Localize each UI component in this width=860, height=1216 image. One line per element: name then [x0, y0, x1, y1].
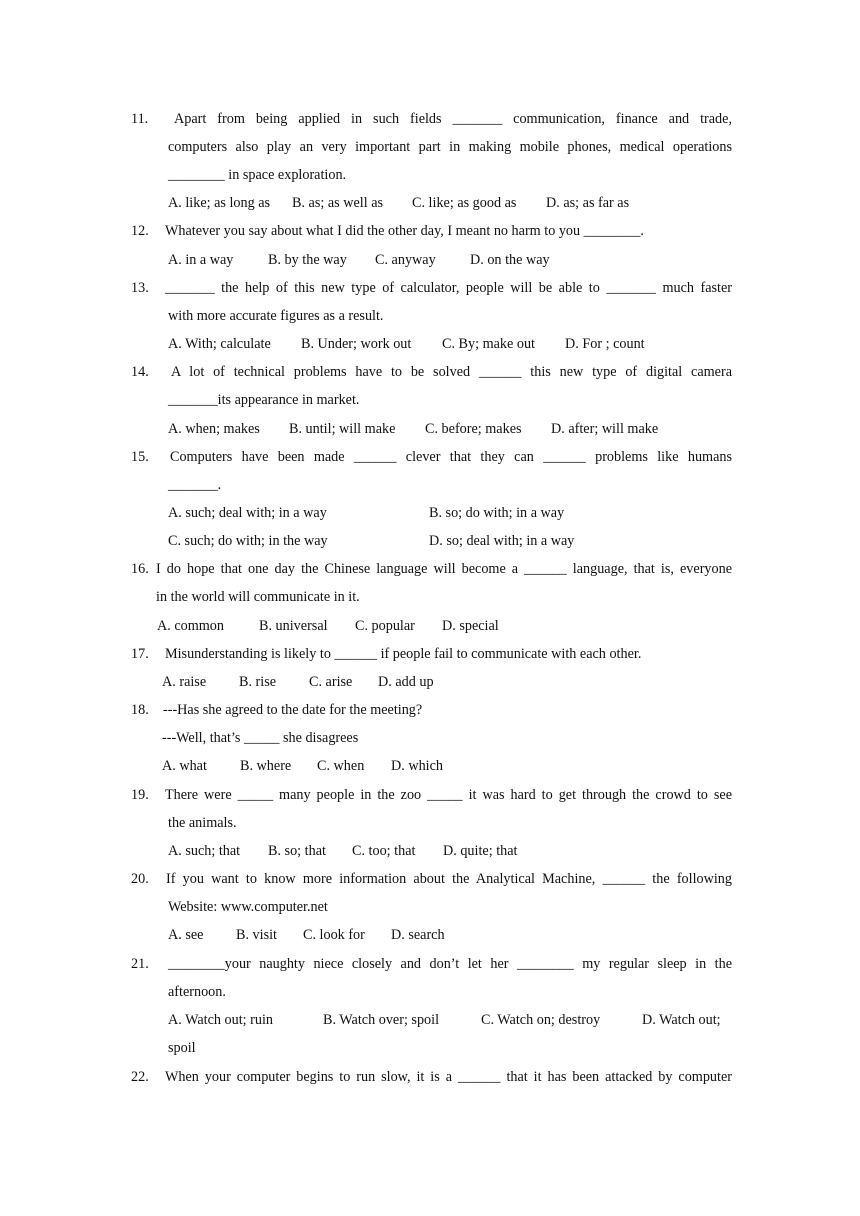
option-b: B. by the way — [268, 252, 347, 268]
option-c: C. arise — [309, 674, 353, 690]
question-number: 22. — [131, 1069, 149, 1085]
option-c: C. when — [317, 758, 365, 774]
option-b: B. rise — [239, 674, 277, 690]
option-c: C. such; do with; in the way — [168, 533, 328, 549]
option-a: A. With; calculate — [168, 336, 271, 352]
option-b: B. visit — [236, 927, 277, 943]
option-c: C. too; that — [352, 843, 416, 859]
option-d: D. after; will make — [551, 421, 659, 437]
question-text: computers also play an very important part in making mobile phones, medical operations — [168, 139, 732, 155]
option-d: D. search — [391, 927, 445, 943]
option-d: D. quite; that — [443, 843, 518, 859]
option-a: A. when; makes — [168, 421, 260, 437]
option-a: A. common — [157, 618, 224, 634]
option-d-continued: spoil — [168, 1040, 196, 1056]
question-text: ---Has she agreed to the date for the meeting? — [163, 702, 423, 718]
question-number: 11. — [131, 111, 149, 127]
option-c: C. popular — [355, 618, 415, 634]
question-number: 13. — [131, 280, 149, 296]
question-number: 20. — [131, 871, 149, 887]
question-text: _______its appearance in market. — [168, 392, 360, 408]
question-text: _______. — [168, 477, 222, 493]
option-d: D. on the way — [470, 252, 550, 268]
option-c: C. By; make out — [442, 336, 536, 352]
question-text: _______ the help of this new type of calculator, people will be able to _______ much faster — [165, 280, 732, 296]
option-a: A. such; that — [168, 843, 241, 859]
question-text: There were _____ many people in the zoo _____ it was hard to get through the crowd to see — [165, 787, 732, 803]
option-c: C. look for — [303, 927, 365, 943]
question-text: When your computer begins to run slow, it is a ______ that it has been attacked by computer — [165, 1069, 732, 1085]
option-b: B. Under; work out — [301, 336, 412, 352]
question-text: I do hope that one day the Chinese language will become a ______ language, that is, everyone — [156, 561, 732, 577]
question-number: 21. — [131, 956, 149, 972]
option-c: C. anyway — [375, 252, 436, 268]
question-text: the animals. — [168, 815, 237, 831]
option-d: D. which — [391, 758, 444, 774]
option-b: B. so; do with; in a way — [429, 505, 565, 521]
question-text: Whatever you say about what I did the other day, I meant no harm to you ________. — [165, 223, 644, 239]
question-number: 16. — [131, 561, 149, 577]
question-text: afternoon. — [168, 984, 226, 1000]
option-b: B. Watch over; spoil — [323, 1012, 440, 1028]
question-text: Apart from being applied in such fields _______ communication, finance and trade, — [174, 111, 732, 127]
question-text: in the world will communicate in it. — [156, 589, 360, 605]
question-text: ________ in space exploration. — [168, 167, 347, 183]
option-a: A. in a way — [168, 252, 234, 268]
question-text: Misunderstanding is likely to ______ if people fail to communicate with each other. — [165, 646, 642, 662]
option-a: A. like; as long as — [168, 195, 271, 211]
question-text: with more accurate figures as a result. — [168, 308, 384, 324]
question-number: 19. — [131, 787, 149, 803]
option-b: B. universal — [259, 618, 328, 634]
option-b: B. where — [240, 758, 292, 774]
option-d: D. Watch out; — [642, 1012, 721, 1028]
option-b: B. so; that — [268, 843, 326, 859]
option-b: B. as; as well as — [292, 195, 384, 211]
option-b: B. until; will make — [289, 421, 396, 437]
option-a: A. what — [162, 758, 207, 774]
option-c: C. like; as good as — [412, 195, 517, 211]
question-number: 15. — [131, 449, 149, 465]
question-text: ---Well, that’s _____ she disagrees — [162, 730, 359, 746]
option-a: A. see — [168, 927, 204, 943]
option-a: A. Watch out; ruin — [168, 1012, 273, 1028]
option-a: A. raise — [162, 674, 207, 690]
option-d: D. special — [442, 618, 499, 634]
option-d: D. For ; count — [565, 336, 645, 352]
question-text: A lot of technical problems have to be solved ______ this new type of digital camera — [171, 364, 732, 380]
question-text: ________your naughty niece closely and don’t let her ________ my regular sleep in the — [168, 956, 732, 972]
question-number: 17. — [131, 646, 149, 662]
option-d: D. as; as far as — [546, 195, 630, 211]
question-text: Website: www.computer.net — [168, 899, 328, 915]
question-text: Computers have been made ______ clever that they can ______ problems like humans — [170, 449, 732, 465]
option-d: D. add up — [378, 674, 434, 690]
question-text: If you want to know more information about the Analytical Machine, ______ the following — [166, 871, 732, 887]
question-number: 14. — [131, 364, 149, 380]
question-number: 12. — [131, 223, 149, 239]
option-d: D. so; deal with; in a way — [429, 533, 575, 549]
option-c: C. before; makes — [425, 421, 522, 437]
option-c: C. Watch on; destroy — [481, 1012, 601, 1028]
question-number: 18. — [131, 702, 149, 718]
option-a: A. such; deal with; in a way — [168, 505, 327, 521]
